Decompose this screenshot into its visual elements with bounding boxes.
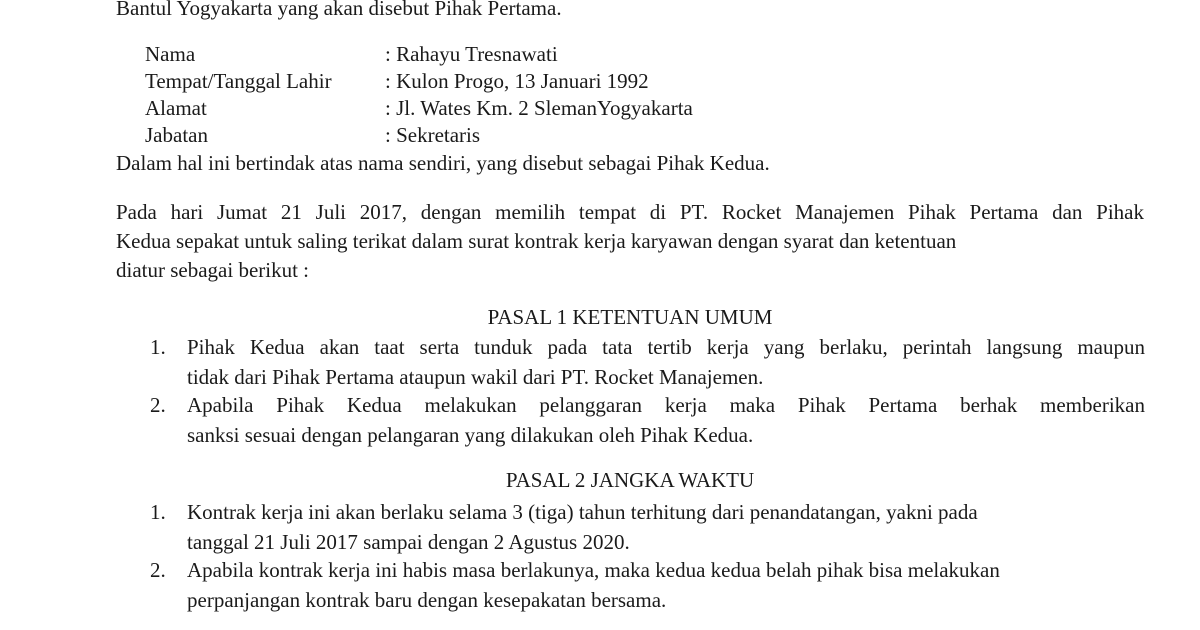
list-number: 1. (150, 335, 166, 359)
field-value: : Jl. Wates Km. 2 SlemanYogyakarta (385, 96, 693, 120)
list-number: 1. (150, 500, 166, 524)
intro-fragment: Bantul Yogyakarta yang akan disebut Pihak Pertama. (116, 0, 562, 20)
list-line: Pihak Kedua akan taat serta tunduk pada tata tertib kerja yang berlaku, perintah langsung maupun (187, 335, 1145, 359)
field-value: : Sekretaris (385, 123, 481, 147)
field-label: Jabatan (145, 123, 208, 147)
field-value: : Kulon Progo, 13 Januari 1992 (385, 69, 649, 93)
list-line: sanksi sesuai dengan pelangaran yang dilakukan oleh Pihak Kedua. (187, 423, 754, 447)
pasal-2-heading: PASAL 2 JANGKA WAKTU (505, 468, 755, 492)
list-number: 2. (150, 558, 166, 582)
party-two-statement: Dalam hal ini bertindak atas nama sendiri, yang disebut sebagai Pihak Kedua. (116, 151, 770, 175)
list-line: tanggal 21 Juli 2017 sampai dengan 2 Agustus 2020. (187, 530, 630, 554)
paragraph-line: Kedua sepakat untuk saling terikat dalam surat kontrak kerja karyawan dengan syarat dan ketentuan (116, 229, 957, 253)
list-number: 2. (150, 393, 166, 417)
list-line: tidak dari Pihak Pertama ataupun wakil dari PT. Rocket Manajemen. (187, 365, 764, 389)
list-line: perpanjangan kontrak baru dengan kesepakatan bersama. (187, 588, 667, 612)
list-line: Kontrak kerja ini akan berlaku selama 3 (tiga) tahun terhitung dari penandatangan, yakni pada (187, 500, 978, 524)
field-label: Alamat (145, 96, 207, 120)
paragraph-line: Pada hari Jumat 21 Juli 2017, dengan memilih tempat di PT. Rocket Manajemen Pihak Pertama dan Pihak (116, 200, 1144, 224)
pasal-1-heading: PASAL 1 KETENTUAN UMUM (487, 305, 773, 329)
field-value: : Rahayu Tresnawati (385, 42, 558, 66)
list-line: Apabila Pihak Kedua melakukan pelanggaran kerja maka Pihak Pertama berhak memberikan (187, 393, 1145, 417)
field-label: Tempat/Tanggal Lahir (145, 69, 332, 93)
field-label: Nama (145, 42, 196, 66)
list-line: Apabila kontrak kerja ini habis masa berlakunya, maka kedua kedua belah pihak bisa melakukan (187, 558, 1000, 582)
paragraph-line: diatur sebagai berikut : (116, 258, 310, 282)
